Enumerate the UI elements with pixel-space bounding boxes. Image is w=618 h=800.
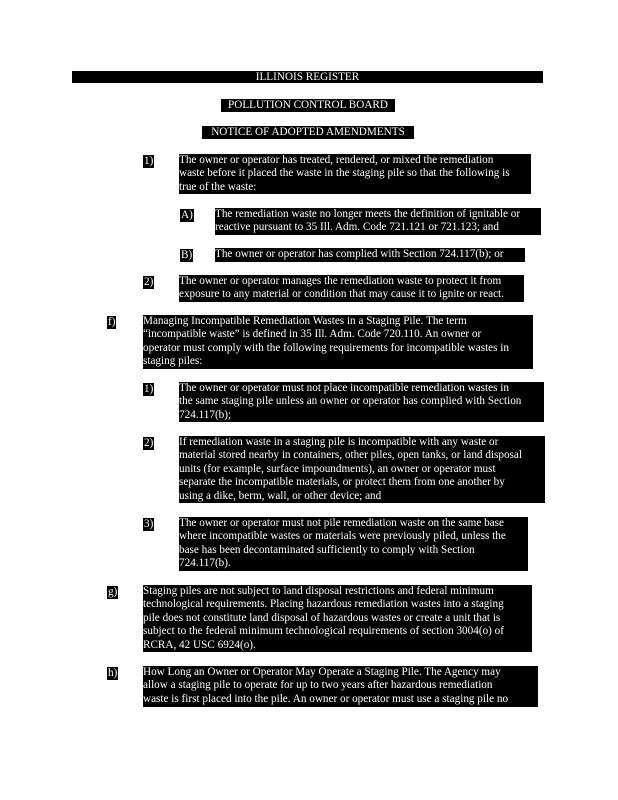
item-number: h) — [108, 667, 118, 679]
paragraph: Staging piles are not subject to land disposal restrictions and federal minimum technological requirements. Placing hazardous remediation wastes into a staging pile does not constitute land disposal of hazardous wastes or create a unit that is subject to the federal minimum technological requirements of section 3004(o) of RCRA, 42 USC 6924(o). — [143, 585, 532, 652]
register-header: ILLINOIS REGISTER — [72, 71, 543, 83]
paragraph: The owner or operator has treated, rendered, or mixed the remediation waste before it placed the waste in the staging pile so that the following is true of the waste: — [179, 154, 531, 194]
paragraph: How Long an Owner or Operator May Operate a Staging Pile. The Agency may allow a staging pile to operate for up to two years after hazardous remediation waste is first placed into the pile. An owner or operator must use a staging pile no — [143, 666, 538, 707]
item-number: B) — [181, 249, 193, 261]
board-name: POLLUTION CONTROL BOARD — [221, 99, 395, 112]
paragraph: The owner or operator must not place incompatible remediation wastes in the same staging pile unless an owner or operator has complied with Section 724.117(b); — [179, 382, 544, 422]
item-number: f) — [108, 316, 116, 328]
item-number: 1) — [144, 383, 154, 395]
item-number: A) — [181, 209, 193, 221]
item-number: g) — [108, 586, 118, 598]
paragraph: The owner or operator manages the remediation waste to protect it from exposure to any material or condition that may cause it to ignite or react. — [179, 275, 524, 302]
item-number: 1) — [144, 155, 154, 167]
paragraph: The owner or operator has complied with Section 724.117(b); or — [215, 248, 525, 262]
paragraph: The owner or operator must not pile remediation waste on the same base where incompatible wastes or materials were previously piled, unless the base has been decontaminated sufficiently to comply with Section 724.117(b). — [179, 517, 528, 571]
paragraph: If remediation waste in a staging pile is incompatible with any waste or material stored nearby in containers, other piles, open tanks, or land disposal units (for example, surface impoundments), an owner or operator must separate the incompatible materials, or protect them from one another by using a dike, berm, wall, or other device; and — [179, 436, 545, 503]
notice-title: NOTICE OF ADOPTED AMENDMENTS — [202, 126, 414, 139]
paragraph: Managing Incompatible Remediation Wastes in a Staging Pile. The term “incompatible waste” is defined in 35 Ill. Adm. Code 720.110. An owner or operator must comply with the following requirements for incompatible wastes in staging piles: — [143, 315, 533, 369]
item-number: 2) — [144, 276, 154, 288]
item-number: 2) — [144, 437, 154, 449]
paragraph: The remediation waste no longer meets the definition of ignitable or reactive pursuant to 35 Ill. Adm. Code 721.121 or 721.123; and — [215, 208, 541, 235]
item-number: 3) — [144, 518, 154, 530]
